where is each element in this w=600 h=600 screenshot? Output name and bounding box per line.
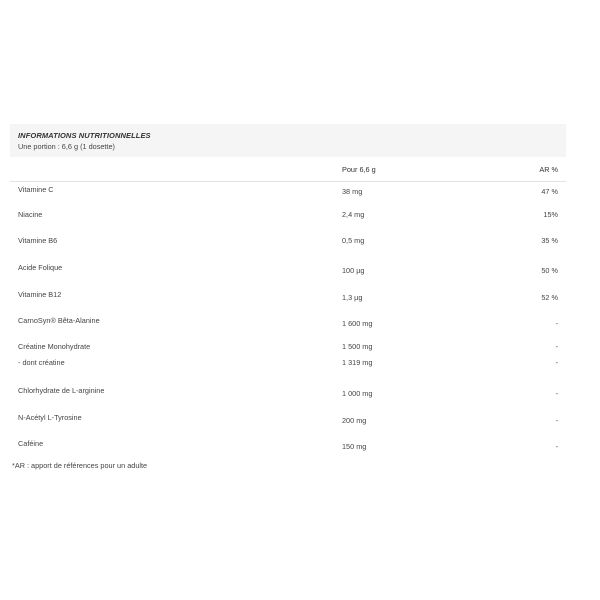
nutrient-amount: 1 500 mg: [342, 342, 373, 351]
nutrient-ar: 52 %: [541, 293, 558, 302]
nutrition-panel: [10, 124, 566, 182]
nutrient-name: Niacine: [18, 210, 43, 219]
table-row: [10, 358, 566, 370]
nutrient-amount: 38 mg: [342, 187, 363, 196]
nutrient-ar: 50 %: [541, 266, 558, 275]
nutrient-ar: 47 %: [541, 187, 558, 196]
nutrient-ar: -: [555, 389, 558, 398]
table-row: [10, 342, 566, 354]
table-row: [10, 413, 566, 425]
table-row: [10, 236, 566, 248]
nutrient-name: Vitamine B6: [18, 236, 58, 245]
nutrient-ar: 35 %: [541, 236, 558, 245]
nutrient-amount: 2,4 mg: [342, 210, 365, 219]
nutrient-ar: -: [555, 342, 558, 351]
nutrient-ar: -: [555, 416, 558, 425]
nutrient-amount: 200 mg: [342, 416, 367, 425]
table-row: [10, 290, 566, 302]
nutrient-ar: -: [555, 442, 558, 451]
nutrient-amount: 1,3 µg: [342, 293, 363, 302]
portion-size: Une portion : 6,6 g (1 dosette): [18, 142, 115, 151]
nutrient-name: Caféine: [18, 439, 44, 448]
nutrient-ar: 15%: [543, 210, 558, 219]
nutrient-ar: -: [555, 358, 558, 367]
nutrient-name: Créatine Monohydrate: [18, 342, 91, 351]
nutrition-header: [10, 124, 566, 157]
nutrient-name: Acide Folique: [18, 263, 63, 272]
nutrient-amount: 1 600 mg: [342, 319, 373, 328]
nutrient-amount: 1 319 mg: [342, 358, 373, 367]
nutrient-name: Vitamine B12: [18, 290, 62, 299]
nutrition-title: INFORMATIONS NUTRITIONNELLES: [18, 131, 151, 140]
nutrient-ar: -: [555, 319, 558, 328]
table-row: [10, 316, 566, 328]
amount-column-header: Pour 6,6 g: [342, 165, 376, 174]
nutrient-name: Vitamine C: [18, 185, 54, 194]
table-row: [10, 263, 566, 275]
nutrient-amount: 0,5 mg: [342, 236, 365, 245]
table-row: [10, 210, 566, 222]
nutrient-name: N-Acétyl L-Tyrosine: [18, 413, 82, 422]
nutrient-name: CarnoSyn® Bêta-Alanine: [18, 316, 100, 325]
table-row: [10, 439, 566, 451]
nutrient-amount: 150 mg: [342, 442, 367, 451]
ar-column-header: AR %: [539, 165, 558, 174]
nutrient-amount: 100 µg: [342, 266, 365, 275]
table-header-row: [10, 157, 566, 182]
nutrient-name: - dont créatine: [18, 358, 65, 367]
nutrient-name: Chlorhydrate de L-arginine: [18, 386, 105, 395]
ar-footnote: *AR : apport de références pour un adulte: [12, 461, 148, 470]
table-row: [10, 185, 566, 197]
nutrient-amount: 1 000 mg: [342, 389, 373, 398]
table-row: [10, 386, 566, 398]
